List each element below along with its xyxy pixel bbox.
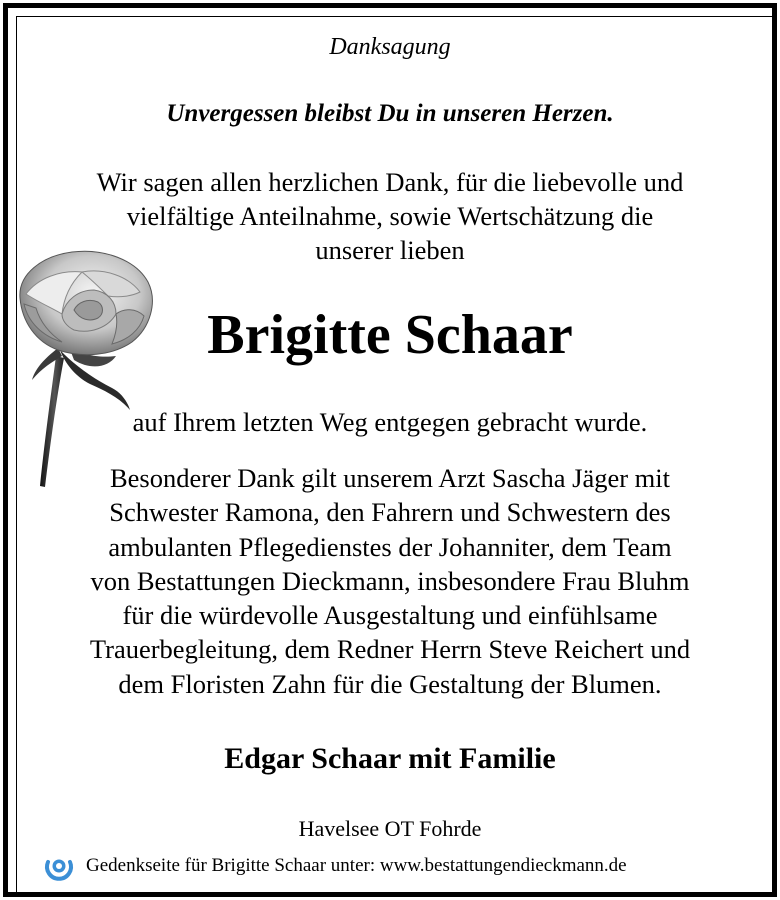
thanks-line: ambulanten Pflegedienstes der Johanniter, dem Team: [108, 531, 672, 562]
deceased-name: Brigitte Schaar: [207, 304, 573, 366]
thanks-line: von Bestattungen Dieckmann, insbesondere Frau Bluhm: [90, 565, 690, 596]
intro-paragraph: [0, 165, 780, 267]
memorial-logo-icon: [42, 849, 76, 883]
notice-motto: Unvergessen bleibst Du in unseren Herzen.: [166, 100, 614, 127]
footer-link-text[interactable]: Gedenkseite für Brigitte Schaar unter: www.bestattungendieckmann.de: [86, 855, 627, 876]
signature: Edgar Schaar mit Familie: [224, 742, 556, 775]
thanks-line: Schwester Ramona, den Fahrern und Schwestern des: [109, 497, 671, 528]
thanks-line: Trauerbegleitung, dem Redner Herrn Steve Reichert und: [89, 634, 691, 665]
thanks-line: Besonderer Dank gilt unserem Arzt Sascha Jäger mit: [109, 463, 671, 493]
intro-line: vielfältige Anteilnahme, sowie Wertschätzung die: [126, 201, 654, 231]
intro-line: Wir sagen allen herzlichen Dank, für die liebevolle und: [96, 167, 684, 197]
intro-line: unserer lieben: [315, 235, 465, 265]
thanks-line: für die würdevolle Ausgestaltung und einfühlsame: [122, 600, 658, 631]
after-name-text: auf Ihrem letzten Weg entgegen gebracht wurde.: [132, 407, 648, 437]
thanks-paragraph: [0, 461, 780, 701]
footer: [42, 850, 627, 882]
place: Havelsee OT Fohrde: [298, 816, 482, 841]
thanks-line: dem Floristen Zahn für die Gestaltung der Blumen.: [118, 668, 662, 699]
notice-heading: Danksagung: [329, 34, 451, 60]
